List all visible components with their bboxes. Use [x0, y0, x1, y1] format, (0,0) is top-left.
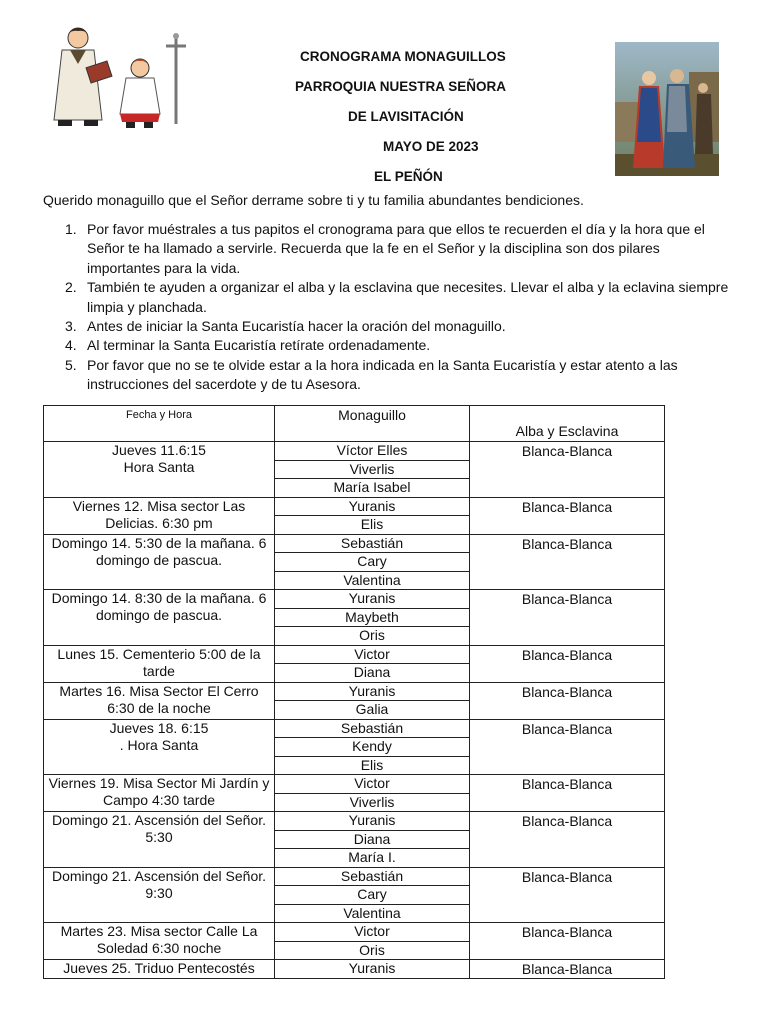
cell-fecha: Domingo 14. 8:30 de la mañana. 6 domingo de pascua. [44, 590, 275, 646]
cell-alba: Blanca-Blanca [470, 867, 665, 923]
cell-monaguillo: Valentina [275, 904, 470, 923]
cell-monaguillo: Sebastián [275, 867, 470, 886]
list-item-number: 3. [65, 318, 77, 335]
cell-fecha: Domingo 14. 5:30 de la mañana. 6 domingo de pascua. [44, 534, 275, 590]
cell-alba: Blanca-Blanca [470, 497, 665, 534]
greeting-text: Querido monaguillo que el Señor derrame sobre ti y tu familia abundantes bendiciones. [43, 192, 584, 208]
cell-alba: Blanca-Blanca [470, 923, 665, 960]
table-row [44, 960, 665, 979]
list-item-number: 2. [65, 279, 77, 296]
cell-fecha: Martes 16. Misa Sector El Cerro 6:30 de la noche [44, 682, 275, 719]
cell-monaguillo: Elis [275, 516, 470, 535]
cell-monaguillo: Yuranis [275, 497, 470, 516]
list-item [43, 356, 733, 395]
cell-fecha: Domingo 21. Ascensión del Señor. 5:30 [44, 812, 275, 868]
cell-monaguillo: Yuranis [275, 682, 470, 701]
title-line: DE LAVISITACIÓN [348, 109, 464, 124]
cell-monaguillo: Valentina [275, 571, 470, 590]
cell-fecha: Viernes 12. Misa sector Las Delicias. 6:30 pm [44, 497, 275, 534]
schedule-table [43, 405, 665, 979]
cell-fecha: Lunes 15. Cementerio 5:00 de la tarde [44, 645, 275, 682]
table-row [44, 719, 665, 738]
list-item-text: Antes de iniciar la Santa Eucaristía hacer la oración del monaguillo. [87, 318, 506, 335]
table-row [44, 867, 665, 886]
list-item [43, 278, 733, 317]
visitation-painting-icon [615, 42, 719, 176]
cell-alba: Blanca-Blanca [470, 645, 665, 682]
cell-monaguillo: Elis [275, 756, 470, 775]
cell-alba: Blanca-Blanca [470, 719, 665, 775]
table-row [44, 682, 665, 701]
cell-monaguillo: María I. [275, 849, 470, 868]
column-header-alba: Alba y Esclavina [470, 406, 665, 442]
cell-fecha: Viernes 19. Misa Sector Mi Jardín y Campo 4:30 tarde [44, 775, 275, 812]
list-item [43, 336, 733, 355]
list-item-text: Por favor muéstrales a tus papitos el cronograma para que ellos te recuerden el día y la hora que el Señor te ha llamado a servirle. Recuerda que la fe en el Señor y la disciplina son dos pilares importantes para la vida. [87, 221, 705, 276]
cell-alba: Blanca-Blanca [470, 812, 665, 868]
table-row [44, 812, 665, 831]
cell-monaguillo: Víctor Elles [275, 442, 470, 461]
altar-servers-clipart-icon [40, 24, 208, 132]
table-row [44, 590, 665, 609]
list-item-number: 5. [65, 356, 77, 373]
table-row [44, 923, 665, 942]
cell-monaguillo: Yuranis [275, 812, 470, 831]
title-line: MAYO DE 2023 [383, 139, 479, 154]
cell-monaguillo: Diana [275, 664, 470, 683]
cell-monaguillo: Viverlis [275, 793, 470, 812]
cell-fecha: Jueves 25. Triduo Pentecostés [44, 960, 275, 979]
title-line: CRONOGRAMA MONAGUILLOS [300, 49, 506, 64]
cell-fecha: Martes 23. Misa sector Calle La Soledad 6:30 noche [44, 923, 275, 960]
cell-monaguillo: Yuranis [275, 590, 470, 609]
cell-monaguillo: Yuranis [275, 960, 470, 979]
cell-alba: Blanca-Blanca [470, 442, 665, 498]
cell-monaguillo: Victor [275, 775, 470, 794]
cell-alba: Blanca-Blanca [470, 590, 665, 646]
cell-fecha: Jueves 18. 6:15 . Hora Santa [44, 719, 275, 775]
cell-monaguillo: Oris [275, 627, 470, 646]
cell-monaguillo: Maybeth [275, 608, 470, 627]
list-item-text: Al terminar la Santa Eucaristía retírate ordenadamente. [87, 337, 431, 354]
cell-monaguillo: María Isabel [275, 479, 470, 498]
cell-monaguillo: Sebastián [275, 719, 470, 738]
cell-fecha: Domingo 21. Ascensión del Señor. 9:30 [44, 867, 275, 923]
table-row [44, 645, 665, 664]
cell-alba: Blanca-Blanca [470, 682, 665, 719]
cell-alba: Blanca-Blanca [470, 775, 665, 812]
list-item-number: 1. [65, 221, 77, 237]
table-row [44, 775, 665, 794]
table-row [44, 442, 665, 461]
cell-monaguillo: Viverlis [275, 460, 470, 479]
cell-monaguillo: Victor [275, 645, 470, 664]
cell-alba: Blanca-Blanca [470, 960, 665, 979]
instructions-list [43, 220, 733, 395]
list-item [43, 220, 733, 278]
table-row [44, 534, 665, 553]
title-line: PARROQUIA NUESTRA SEÑORA [295, 79, 507, 94]
cell-monaguillo: Kendy [275, 738, 470, 757]
cell-monaguillo: Victor [275, 923, 470, 942]
list-item [43, 317, 733, 336]
cell-fecha: Jueves 11.6:15 Hora Santa [44, 442, 275, 498]
cell-monaguillo: Oris [275, 941, 470, 960]
list-item-text: También te ayuden a organizar el alba y la esclavina que necesites. Llevar el alba y la eclavina siempre limpia y planchada. [87, 279, 729, 315]
table-header-row [44, 406, 665, 442]
cell-monaguillo: Diana [275, 830, 470, 849]
cell-monaguillo: Galia [275, 701, 470, 720]
cell-monaguillo: Cary [275, 886, 470, 905]
column-header-monaguillo: Monaguillo [275, 406, 470, 442]
column-header-fecha: Fecha y Hora [44, 406, 275, 442]
title-line: EL PEÑÓN [374, 169, 443, 184]
table-row [44, 497, 665, 516]
cell-alba: Blanca-Blanca [470, 534, 665, 590]
list-item-number: 4. [65, 337, 77, 354]
list-item-text: Por favor que no se te olvide estar a la hora indicada en la Santa Eucaristía y estar atento a las instrucciones del sacerdote y de tu Asesora. [87, 356, 678, 393]
cell-monaguillo: Sebastián [275, 534, 470, 553]
cell-monaguillo: Cary [275, 553, 470, 572]
header-title [260, 42, 560, 192]
